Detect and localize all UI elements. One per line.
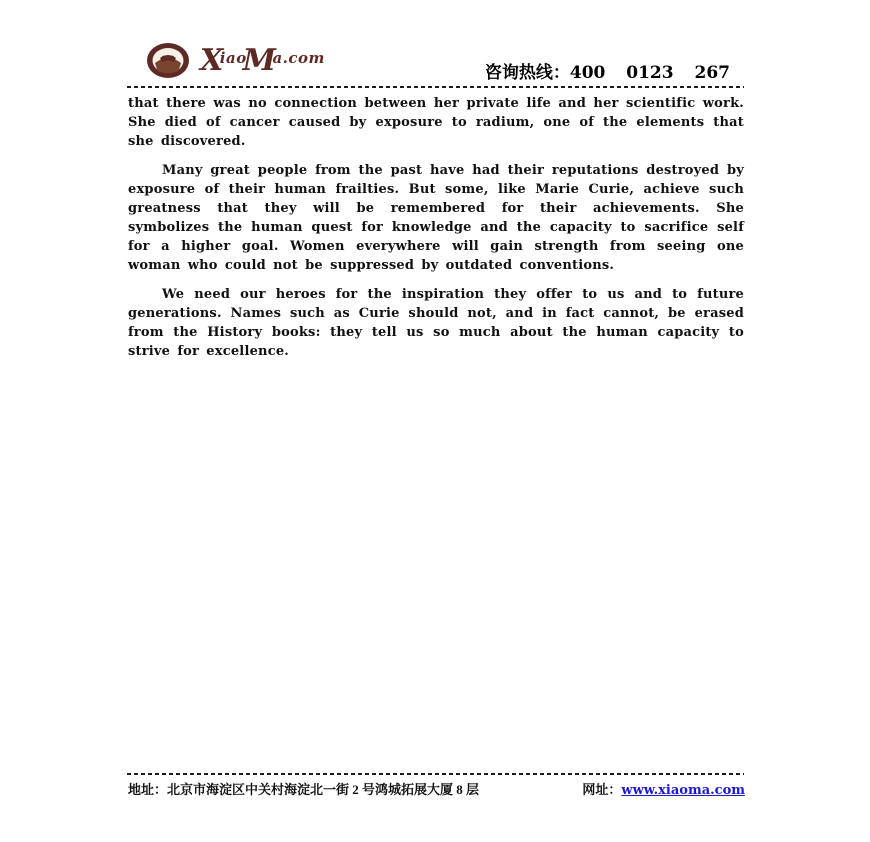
paragraph-1: that there was no connection between her private life and her scientific work. She died of cancer caused by exposure to radium, one of the elements that she discovered.: [128, 96, 744, 149]
footer-address: [128, 779, 479, 798]
hotline-number: 400 0123 267: [569, 63, 730, 83]
paragraph-3: We need our heroes for the inspiration they offer to us and to future generations. Names such as Curie should not, and in fact cannot, be erased from the History books: they tell us so much about the human capacity to strive for excellence.: [128, 287, 744, 359]
hotline: [485, 58, 730, 83]
logo-text-m: M: [242, 43, 277, 78]
header-divider: [127, 86, 744, 88]
website-link[interactable]: www.xiaoma.com: [621, 783, 745, 798]
address-value: 北京市海淀区中关村海淀北一街 2 号鸿城拓展大厦 8 层: [167, 782, 480, 797]
address-label: 地址：: [128, 782, 168, 797]
footer-divider: [127, 773, 744, 775]
xiaoma-logo: [146, 42, 325, 79]
footer-website: [582, 779, 745, 798]
page-footer: [128, 779, 745, 798]
logo-text-acom: a.com: [272, 49, 325, 67]
hotline-label: 咨询热线：: [484, 63, 570, 82]
website-label: 网址：: [582, 782, 622, 797]
logo-text: [200, 43, 325, 78]
logo-text-x: X: [200, 43, 224, 78]
logo-text-iao: iao: [219, 49, 247, 67]
paragraph-2: Many great people from the past have had their reputations destroyed by exposure of their human frailties. But some, like Marie Curie, achieve such greatness that they will be remembered for their achievements. She symbolizes the human quest for knowledge and the capacity to sacrifice self for a higher goal. Women everywhere will gain strength from seeing one woman who could not be suppressed by outdated conventions.: [128, 163, 744, 273]
xiaoma-horse-logo-icon: [146, 42, 190, 79]
document-body: [128, 94, 744, 361]
